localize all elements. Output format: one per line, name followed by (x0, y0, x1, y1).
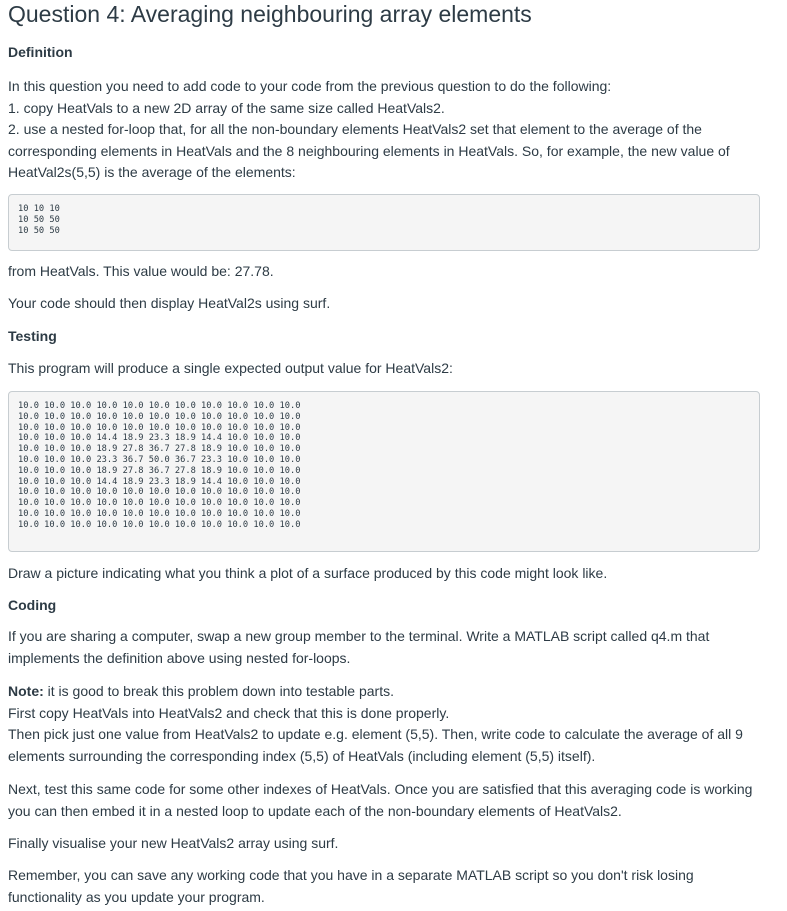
coding-instructions (8, 626, 778, 669)
code-row: 10.0 10.0 10.0 10.0 10.0 10.0 10.0 10.0 10.0 10.0 10.0 (18, 401, 301, 411)
definition-heading: Definition (8, 44, 73, 60)
note-line-1 (8, 681, 778, 703)
code-row: 10.0 10.0 10.0 23.3 36.7 50.0 36.7 23.3 10.0 10.0 10.0 (18, 454, 301, 465)
note-line-2: First copy HeatVals into HeatVals2 and check that this is done properly. (8, 704, 450, 721)
note-line-3: Then pick just one value from HeatVals2 to update e.g. element (5,5). Then, write code to calculate the average of all 9 (8, 726, 743, 742)
next-paragraph (8, 779, 778, 822)
coding-line-1: If you are sharing a computer, swap a new group member to the terminal. Write a MATLAB script called q4.m that (8, 628, 710, 644)
page-title: Question 4: Averaging neighbouring array elements (8, 1, 532, 27)
code-row: 10.0 10.0 10.0 10.0 10.0 10.0 10.0 10.0 10.0 10.0 10.0 (18, 508, 301, 519)
code-row: 10.0 10.0 10.0 10.0 10.0 10.0 10.0 10.0 10.0 10.0 10.0 (18, 519, 301, 530)
remember-line-1: Remember, you can save any working code that you have in a separate MATLAB script so you don't risk losing (8, 867, 694, 883)
code-row: 10.0 10.0 10.0 10.0 10.0 10.0 10.0 10.0 10.0 10.0 10.0 (18, 411, 301, 422)
testing-intro-text (8, 358, 778, 380)
testing-intro: This program will produce a single expected output value for HeatVals2: (8, 360, 453, 376)
expected-output-code-block (8, 391, 760, 552)
code-row: 10.0 10.0 10.0 14.4 18.9 23.3 18.9 14.4 10.0 10.0 10.0 (18, 433, 301, 444)
remember-line-2: functionality as you update your program. (8, 888, 265, 905)
coding-heading: Coding (8, 597, 57, 613)
average-value-sentence: from HeatVals. This value would be: 27.78. (8, 263, 274, 279)
code-row: 10 50 50 (18, 225, 60, 236)
display-note-text (8, 293, 778, 315)
definition-step-2-line-3: HeatVal2s(5,5) is the average of the elements: (8, 164, 296, 180)
definition-text (8, 76, 778, 184)
draw-prompt-text (8, 563, 778, 585)
code-row: 10 10 10 (18, 204, 60, 214)
code-row: 10 50 50 (18, 214, 60, 225)
definition-step-2-line-2: corresponding elements in HeatVals and the 8 neighbouring elements in HeatVals. So, for example, the new value of (8, 142, 730, 159)
finally-line: Finally visualise your new HeatVals2 array using surf. (8, 835, 339, 851)
definition-step-2-line-1: 2. use a nested for-loop that, for all the non-boundary elements HeatVals2 set that element to the average of the (8, 121, 702, 137)
note-label: Note: (8, 683, 44, 699)
note-paragraph (8, 681, 778, 767)
next-line-1: Next, test this same code for some other indexes of HeatVals. Once you are satisfied that this averaging code is working (8, 781, 753, 797)
finally-paragraph (8, 833, 778, 855)
after-matrix-text (8, 261, 778, 283)
display-note: Your code should then display HeatVal2s using surf. (8, 295, 331, 311)
definition-intro: In this question you need to add code to your code from the previous question to do the following: (8, 78, 612, 94)
code-row: 10.0 10.0 10.0 18.9 27.8 36.7 27.8 18.9 10.0 10.0 10.0 (18, 444, 301, 455)
remember-paragraph (8, 865, 778, 908)
code-row: 10.0 10.0 10.0 10.0 10.0 10.0 10.0 10.0 10.0 10.0 10.0 (18, 422, 301, 433)
definition-step-1: 1. copy HeatVals to a new 2D array of the same size called HeatVals2. (8, 99, 445, 116)
testing-heading: Testing (8, 328, 57, 344)
code-row: 10.0 10.0 10.0 10.0 10.0 10.0 10.0 10.0 10.0 10.0 10.0 (18, 487, 301, 498)
coding-line-2: implements the definition above using nested for-loops. (8, 649, 351, 666)
note-text: it is good to break this problem down into testable parts. (43, 683, 394, 699)
next-line-2: you can then embed it in a nested loop to update each of the non-boundary elements of HeatVals2. (8, 802, 622, 819)
code-row: 10.0 10.0 10.0 10.0 10.0 10.0 10.0 10.0 10.0 10.0 10.0 (18, 498, 301, 509)
draw-prompt: Draw a picture indicating what you think a plot of a surface produced by this code might look like. (8, 565, 608, 581)
neighbour-matrix-code-block (8, 194, 760, 251)
code-row: 10.0 10.0 10.0 18.9 27.8 36.7 27.8 18.9 10.0 10.0 10.0 (18, 465, 301, 476)
code-row: 10.0 10.0 10.0 14.4 18.9 23.3 18.9 14.4 10.0 10.0 10.0 (18, 476, 301, 487)
note-line-4: elements surrounding the corresponding index (5,5) of HeatVals (including element (5,5) itself). (8, 747, 596, 764)
